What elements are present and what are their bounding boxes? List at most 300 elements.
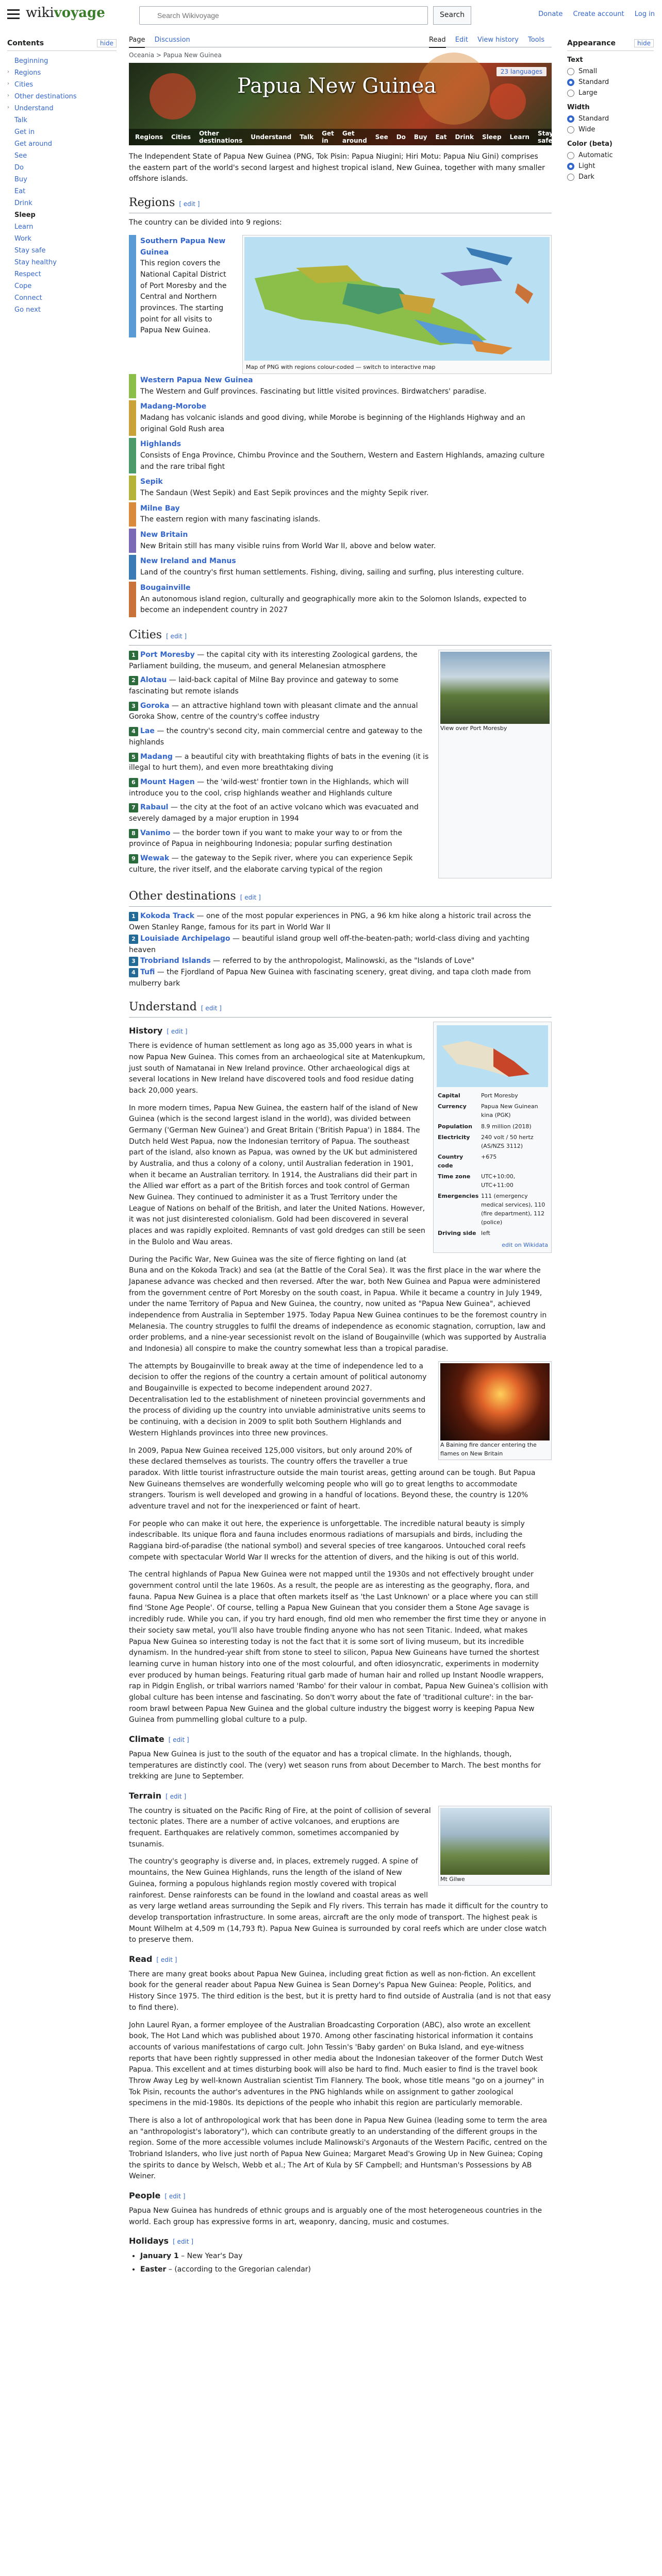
toc-item[interactable] — [7, 233, 117, 245]
destination-link[interactable]: Tufi — [140, 968, 155, 976]
user-links — [530, 10, 655, 18]
destination-description: — the border town if you want to make your way to or from the province of Papua in neighbouring Indonesia; popular surfing destination — [129, 828, 402, 849]
region-text — [136, 502, 324, 527]
toc-item[interactable] — [7, 221, 117, 233]
chevron-icon — [7, 211, 12, 219]
toc-item-label: Stay healthy — [14, 259, 57, 266]
color-radio[interactable] — [567, 150, 654, 161]
text-size-label: Large — [578, 89, 598, 97]
destination-link[interactable]: Alotau — [140, 676, 167, 685]
infobox-row — [437, 1132, 548, 1151]
cities-section — [129, 650, 552, 878]
climate-heading: Climate [ edit ] — [129, 1734, 189, 1744]
text-size-label: Text — [567, 56, 583, 64]
toc-item[interactable] — [7, 114, 117, 126]
infobox-key: Capital — [438, 1092, 460, 1099]
region-name-link[interactable]: Bougainville — [140, 583, 191, 592]
color-label: Light — [578, 162, 595, 170]
map-milne-bay — [471, 340, 512, 354]
region-name-link[interactable]: Sepik — [140, 478, 163, 486]
region-description: Madang has volcanic islands and good diving, while Morobe is beginning of the Highlands Highway and an original Gold Rush area — [140, 413, 525, 433]
destination-link[interactable]: Louisiade Archipelago — [140, 934, 230, 943]
holiday-date: Easter — [140, 2265, 167, 2274]
text-size-label: Standard — [578, 78, 609, 86]
radio-icon — [567, 174, 574, 181]
donate-link[interactable]: Donate — [538, 10, 563, 18]
toc-item[interactable] — [7, 174, 117, 185]
destination-link[interactable]: Goroka — [140, 701, 170, 710]
edit-link[interactable]: [ edit ] — [168, 1736, 189, 1744]
toc-item[interactable] — [7, 257, 117, 268]
destination-link[interactable]: Rabaul — [140, 803, 169, 812]
article-content — [129, 146, 552, 2277]
history-paragraph: For people who can make it out here, the experience is unforgettable. The incredible natural beauty is simply indescribable. Its unique flora and fauna includes enormous radiations of marsupials and birds, including the Raggiana bird-of-paradise (the national symbol) and several species of tree kangaroos. Untouched coral reefs compete with spectacular World War II wrecks for the attention of divers, and the hiking is out of this world. — [129, 1519, 526, 1562]
banner-menu-item[interactable]: Get around — [342, 130, 367, 144]
width-label: Standard — [578, 115, 609, 123]
history-paragraph: In 2009, Papua New Guinea received 125,000 visitors, but only around 20% of these declared themselves as tourists. The country offers the traveller a true paradox. With little tourist infrastructure outside the main tourist areas, getting around can be tough. But Papua New Guineans themselves are wonderfully welcoming people who will go to great lengths to accommodate strangers. Tourism is well developed and growing in a handful of locations. Beyond these, the country is 120% adventure travel and not for the inexperienced or faint of heart. — [129, 1446, 536, 1511]
edit-link[interactable]: [ edit ] — [156, 1956, 177, 1963]
infobox-row — [437, 1121, 548, 1132]
fire-dancer-photo[interactable] — [438, 1361, 552, 1460]
toc-item-label: Work — [14, 235, 31, 243]
toc-item[interactable] — [7, 103, 117, 114]
cities-list — [129, 650, 431, 878]
destination-description: — the Fjordland of Papua New Guinea with fascinating scenery, great diving, and tapa cloth made from mulberry bark — [129, 968, 531, 988]
infobox-value: 111 (emergency medical services), 110 (fire department), 112 (police) — [481, 1192, 545, 1226]
banner-menu-item[interactable]: Stay safe — [537, 130, 553, 144]
infobox-row — [437, 1191, 548, 1228]
destination-link[interactable]: Mount Hagen — [140, 777, 195, 786]
radio-icon — [567, 90, 574, 97]
destination-link[interactable]: Madang — [140, 752, 173, 761]
read-paragraph: There is also a lot of anthropological work that has been done in Papua New Guinea (leading some to term the area an "anthropologist's laboratory"), which can contribute greatly to an understanding of the different groups in the region. Some of the more accessible volumes include Malinowski's Argonauts of the Western Pacific, centred on the Trobriand Islanders, who live just north of Papua New Guinea; Margaret Mead's Growing Up in New Guinea; Coping the spirits to dance by Welsch, Webb et al.; The Art of Kula by SF Campbell; and Huntsman's Possessions by AB Weiner. — [129, 2116, 548, 2181]
region-description: The eastern region with many fascinating islands. — [140, 515, 321, 524]
destination-description: — beautiful island group well off-the-beaten-path; world-class diving and yachting heaven — [129, 934, 529, 954]
infobox-key: Driving side — [438, 1230, 476, 1237]
toc-item-label: Other destinations — [14, 93, 77, 100]
chevron-icon — [7, 57, 12, 65]
tab-discussion[interactable]: Discussion — [154, 36, 190, 44]
mt-gilwe-caption: Mt Gilwe — [440, 1875, 465, 1883]
marker-number: 3 — [129, 702, 138, 711]
port-moresby-photo — [440, 652, 550, 724]
map-new-britain — [440, 268, 502, 286]
width-options — [567, 113, 654, 135]
toc-item-label: Connect — [14, 294, 42, 302]
edit-link[interactable]: [ edit ] — [167, 1028, 188, 1036]
banner-menu-item[interactable]: Buy — [413, 133, 427, 141]
banner-menu-item[interactable]: Do — [396, 133, 406, 141]
chevron-icon — [7, 235, 12, 243]
radio-icon — [567, 79, 574, 86]
region-description: The Western and Gulf provinces. Fascinating but little visited provinces. Birdwatchers' paradise. — [140, 387, 487, 396]
banner-menu-item[interactable]: Sleep — [482, 133, 502, 141]
marker-number: 2 — [129, 676, 138, 685]
map-sea — [244, 237, 550, 361]
toc-item-label: Get around — [14, 140, 53, 148]
edit-link[interactable]: [ edit ] — [164, 2193, 186, 2200]
infobox-row — [437, 1090, 548, 1101]
toc-item[interactable] — [7, 304, 117, 316]
region-name-link[interactable]: Madang-Morobe — [140, 402, 207, 411]
banner-menu-item[interactable]: Understand — [251, 133, 292, 141]
color-label: Color (beta) — [567, 140, 613, 148]
region-item — [129, 582, 552, 617]
toc-item[interactable] — [7, 268, 117, 280]
regions-heading: Regions [ edit ] — [129, 194, 552, 213]
terrain-paragraph: The country's geography is diverse and, in places, extremely rugged. A spine of mountains, the New Guinea Highlands, runs the length of the island of New Guinea, forming a populous highlands region mostly covered with tropical rainforest. Dense rainforests can be found in the lowland and coastal areas as well as very large wetland areas surrounding the Sepik and Fly rivers. This terrain has made it difficult for the country to develop transportation infrastructure. In some areas, aircraft are the only mode of transport. The highest peak is Mount Wilhelm at 4,509 m (14,793 ft). Papua New Guinea is surrounded by coral reefs which are under close watch to preserve them. — [129, 1857, 548, 1944]
color-label: Dark — [578, 173, 594, 181]
region-first — [129, 235, 237, 374]
edit-link[interactable]: [ edit ] — [173, 2238, 194, 2246]
edit-link[interactable]: [ edit ] — [201, 1005, 222, 1012]
banner-menu-item[interactable]: Regions — [135, 133, 163, 141]
toc-item[interactable] — [7, 91, 117, 103]
infobox-key: Electricity — [438, 1133, 470, 1141]
read-heading: Read [ edit ] — [129, 1954, 177, 1964]
toc-item-label: Eat — [14, 188, 26, 195]
toc-item[interactable] — [7, 55, 117, 67]
list-item — [129, 911, 552, 933]
holiday-separator: – — [166, 2265, 175, 2274]
infobox-table — [437, 1090, 548, 1239]
infobox-value: Port Moresby — [481, 1092, 518, 1099]
marker-number: 4 — [129, 968, 138, 977]
region-item — [129, 400, 552, 436]
infobox-row — [437, 1171, 548, 1191]
region-description: The Sandaun (West Sepik) and East Sepik provinces and the mighty Sepik river. — [140, 489, 429, 498]
tab-read[interactable]: Read — [429, 36, 446, 48]
list-item — [129, 675, 431, 697]
banner-flower — [490, 83, 526, 120]
regions-list — [129, 374, 552, 617]
region-description: New Britain still has many visible ruins from World War II, above and below water. — [140, 541, 436, 550]
cities-heading: Cities [ edit ] — [129, 626, 552, 646]
infobox-value: UTC+10:00, UTC+11:00 — [481, 1173, 516, 1189]
banner-menu-item[interactable]: Drink — [455, 133, 474, 141]
mt-gilwe-photo[interactable] — [438, 1806, 552, 1886]
understand-heading: Understand [ edit ] — [129, 998, 552, 1018]
chevron-icon: › — [7, 81, 9, 87]
destination-link[interactable]: Lae — [140, 727, 155, 736]
destination-description: — an attractive highland town with pleasant climate and the annual Goroka Show, centre of the country's coffee industry — [129, 701, 418, 721]
region-text — [136, 235, 237, 337]
banner-menu-item[interactable]: Learn — [509, 133, 529, 141]
list-item — [129, 726, 431, 748]
infobox-edit-link[interactable]: edit on Wikidata — [502, 1242, 548, 1249]
list-item — [129, 777, 431, 799]
toc-item[interactable] — [7, 292, 117, 304]
edit-link[interactable]: [ edit ] — [166, 632, 187, 640]
region-name-link[interactable]: Milne Bay — [140, 504, 180, 513]
region-name-link[interactable]: New Britain — [140, 531, 188, 539]
banner-menu-item[interactable]: Connect — [561, 133, 590, 141]
climate-paragraph: Papua New Guinea is just to the south of the equator and has a tropical climate. In the highlands, though, temperatures are distinctly cool. The (very) wet season runs from about December to March. The best months for trekking are June to September. — [129, 1750, 541, 1781]
other-destinations-list — [129, 911, 552, 989]
appearance-title: Appearance — [567, 39, 616, 47]
toc-item-label: Beginning — [14, 57, 48, 65]
marker-number: 5 — [129, 753, 138, 762]
chevron-icon — [7, 259, 12, 266]
destination-link[interactable]: Kokoda Track — [140, 912, 195, 921]
width-label: Width — [567, 104, 590, 111]
regions-lead: The country can be divided into 9 regions: — [129, 218, 282, 227]
list-item — [129, 853, 431, 875]
infobox-value: +675 — [481, 1153, 497, 1160]
toc-item-label: Stay safe — [14, 247, 46, 255]
region-color-swatch — [129, 529, 136, 553]
toc-item[interactable] — [7, 280, 117, 292]
toc-item[interactable] — [7, 138, 117, 150]
destination-link[interactable]: Vanimo — [140, 828, 171, 837]
breadcrumb[interactable]: Oceania > Papua New Guinea — [129, 52, 222, 59]
chevron-icon — [7, 164, 12, 172]
destination-link[interactable]: Trobriand Islands — [140, 957, 211, 965]
holiday-item — [140, 2251, 552, 2262]
color-radio[interactable] — [567, 161, 654, 172]
region-item — [129, 235, 237, 337]
infobox-key: Emergencies — [438, 1192, 479, 1199]
region-item — [129, 502, 552, 527]
chevron-icon — [7, 140, 12, 148]
toc-item[interactable] — [7, 209, 117, 221]
history-paragraph: The attempts by Bougainville to break away at the time of independence led to a decision to offer the regions of the country a certain amount of political autonomy and Bougainville is expected to become independent around 2027. Decentralisation led to the establishment of nineteen provincial governments and the process of dividing up the country into unviable administrative units seems to be continuing, with a decision in 2009 to split both Southern Highlands and Western Highlands provinces into three new provinces. — [129, 1362, 427, 1437]
chevron-icon — [7, 188, 12, 195]
color-radio[interactable] — [567, 172, 654, 182]
toc-hide-button[interactable]: hide — [97, 39, 117, 47]
page-title: Papua New Guinea — [237, 74, 437, 98]
toc-item-label: Get in — [14, 128, 35, 136]
intro-paragraph: The Independent State of Papua New Guinea (PNG, Tok Pisin: Papua Niugini; Hiri Motu: Papua Niu Gini) comprises the eastern part of the world's second largest and highest tropical island, New Guinea, together with many smaller offshore islands. — [129, 152, 545, 183]
languages-button[interactable]: 23 languages — [496, 67, 547, 76]
terrain-heading: Terrain [ edit ] — [129, 1790, 187, 1801]
region-text — [136, 476, 433, 500]
region-color-swatch — [129, 555, 136, 579]
infobox-key: Currency — [438, 1103, 467, 1110]
banner-section-menu — [129, 129, 590, 145]
holiday-separator: – — [178, 2252, 187, 2261]
infobox-key: Time zone — [438, 1173, 471, 1180]
chevron-icon — [7, 176, 12, 183]
toc-item-label: Do — [14, 164, 24, 172]
toc-item-label: Cities — [14, 81, 34, 89]
toc-item-label: Buy — [14, 176, 27, 183]
banner-menu-item[interactable]: Get in — [322, 130, 334, 144]
table-of-contents — [0, 32, 124, 423]
region-name-link[interactable]: Highlands — [140, 440, 181, 449]
tab-view-history[interactable]: View history — [477, 36, 519, 44]
login-link[interactable]: Log in — [634, 10, 655, 18]
radio-icon — [567, 68, 574, 75]
destination-description: — the country's second city, main commercial centre and gateway to the highlands — [129, 727, 423, 747]
search-button[interactable]: Search — [433, 6, 471, 25]
banner-menu-item[interactable]: See — [375, 133, 388, 141]
chevron-icon — [7, 270, 12, 278]
marker-number: 7 — [129, 803, 138, 812]
chevron-icon: › — [7, 93, 9, 98]
region-text — [136, 582, 552, 617]
region-description: An autonomous island region, culturally and geographically more akin to the Solomon Islands, expected to become an independent country in 2027 — [140, 595, 527, 615]
tab-tools[interactable]: Tools — [527, 36, 544, 44]
toc-item[interactable] — [7, 126, 117, 138]
marker-number: 9 — [129, 854, 138, 863]
people-paragraph: Papua New Guinea has hundreds of ethnic groups and is arguably one of the most heterogeneous countries in the world. Each group has expressive forms in art, weaponry, dancing, music and costumes. — [129, 2206, 542, 2226]
region-name-link[interactable]: Southern Papua New Guinea — [140, 236, 226, 257]
main-menu-icon[interactable] — [7, 9, 20, 20]
destination-description: — referred to by the anthropologist, Malinowski, as the "Islands of Love" — [210, 957, 475, 965]
region-color-swatch — [129, 235, 136, 337]
region-color-swatch — [129, 374, 136, 398]
region-item — [129, 555, 552, 579]
tab-edit[interactable]: Edit — [455, 36, 468, 44]
toc-item-label: See — [14, 152, 27, 160]
site-logo[interactable]: wikivoyage — [26, 5, 105, 21]
region-item — [129, 438, 552, 473]
terrain-paragraph: The country is situated on the Pacific Ring of Fire, at the point of collision of several tectonic plates. There are a number of active volcanoes, and eruptions are frequent. Earthquakes are relatively common, sometimes accompanied by tsunamis. — [129, 1806, 431, 1849]
banner-menu-item[interactable]: Cities — [171, 133, 191, 141]
banner-flower — [150, 73, 196, 120]
marker-number: 1 — [129, 651, 138, 660]
edit-link[interactable]: [ edit ] — [166, 1792, 187, 1800]
destination-description: — the city at the foot of an active volcano which was evacuated and severely damaged by a major eruption in 1994 — [129, 803, 419, 823]
city-photo[interactable] — [438, 650, 552, 878]
toc-item[interactable] — [7, 185, 117, 197]
region-description: Consists of Enga Province, Chimbu Province and the Southern, Western and Eastern Highlands, amazing culture and the rare tribal fight — [140, 451, 545, 471]
infobox-value: left — [481, 1230, 490, 1237]
edit-link[interactable]: [ edit ] — [179, 200, 200, 208]
region-name-link[interactable]: Western Papua New Guinea — [140, 376, 253, 384]
toc-item[interactable] — [7, 150, 117, 162]
region-description: This region covers the National Capital District of Port Moresby and the Central and Northern provinces. The starting point for all visits to Papua New Guinea. — [140, 259, 227, 335]
other-destinations-heading: Other destinations [ edit ] — [129, 888, 552, 907]
search-input[interactable] — [139, 6, 428, 25]
width-radio[interactable] — [567, 113, 654, 124]
map-bougainville — [515, 283, 533, 304]
toc-item[interactable] — [7, 162, 117, 174]
list-item — [129, 701, 431, 723]
banner-menu-item[interactable]: Talk — [300, 133, 314, 141]
history-paragraph: During the Pacific War, New Guinea was the site of fierce fighting on land (at Buna and on the Kokoda Track) and sea (at the Battle of the Coral Sea). It was the first place in the war where the Japanese advance was checked and then reversed. After the war, both New Guinea and Papua were administered from the government centre of Port Moresby on the south coast, in Papua. While it became a country in July 1949, under the name Territory of Papua and New Guinea, the country, now united as "Papua New Guinea", achieved independence from Australia in September 1975. Today Papua New Guinea continues to be the foremost country in Melanesia. The country struggles to fulfil the dreams of independence as economic stagnation, corruption, law and order problems, and a nine-year secessionist revolt on the island of Bougainville (which was supported by Australia and Indonesia) all conspire to make the country somewhat less than a tropical paradise. — [129, 1255, 547, 1353]
list-item — [129, 802, 431, 824]
destination-description: — laid-back capital of Milne Bay province and gateway to some fascinating but remote islands — [129, 676, 399, 696]
infobox-row — [437, 1151, 548, 1171]
chevron-icon — [7, 282, 12, 290]
text-size-radio[interactable] — [567, 66, 654, 77]
infobox-map-svg — [437, 1025, 548, 1087]
text-size-radio[interactable] — [567, 77, 654, 88]
map-new-ireland — [466, 247, 512, 265]
region-name-link[interactable]: New Ireland and Manus — [140, 557, 236, 566]
marker-number: 2 — [129, 935, 138, 944]
list-item — [129, 752, 431, 774]
appearance-header — [567, 39, 654, 51]
banner-menu-item[interactable]: Eat — [435, 133, 447, 141]
fire-dancer-caption: A Baining fire dancer entering the flames on New Britain — [440, 1441, 537, 1457]
radio-icon — [567, 115, 574, 123]
holidays-list — [129, 2251, 552, 2275]
marker-number: 3 — [129, 957, 138, 966]
mt-gilwe-image — [440, 1808, 550, 1875]
destination-description: — the capital city with its interesting Zoological gardens, the Parliament building, the museum, and general Melanesian atmosphere — [129, 651, 418, 670]
infobox-map[interactable] — [437, 1025, 548, 1087]
radio-icon — [567, 163, 574, 170]
holidays-heading: Holidays [ edit ] — [129, 2236, 194, 2246]
region-color-swatch — [129, 400, 136, 436]
toc-item-label: Cope — [14, 282, 32, 290]
regions-map[interactable] — [242, 235, 552, 374]
toc-item[interactable] — [7, 67, 117, 79]
region-text — [136, 529, 440, 553]
country-infobox — [433, 1022, 552, 1253]
history-paragraph: In more modern times, Papua New Guinea, the eastern half of the island of New Guinea (which is the second largest island in the world), was divided between Germany ('German New Guinea') and Great Britain ('British Papua') in 1884. The Dutch held West Papua, now the Indonesian territory of Papua. The southeast part of the island, also known as Papua, was owned by the UK but administered by Australia, and thus a colony of a colony, until Australian federation in 1901, when it became an Australian territory. In 1914, the Australians did their part in the Allied war effort as a part of the British forces and took control of German New Guinea. They continued to administer it as a Trust Territory under the League of Nations on behalf of the British, and later the United Nations. However, it was not just disinterested colonialism. Gold had been discovered in several places and was rapidly exploited. Remnants of vast gold dredges can still be seen in the Bulolo and Wau areas. — [129, 1104, 425, 1246]
holiday-name: (according to the Gregorian calendar) — [174, 2265, 311, 2274]
toc-item-label: Respect — [14, 270, 41, 278]
toc-item[interactable] — [7, 197, 117, 209]
chevron-icon — [7, 247, 12, 255]
destination-link[interactable]: Port Moresby — [140, 651, 195, 659]
chevron-icon — [7, 306, 12, 314]
marker-number: 1 — [129, 912, 138, 921]
tab-page[interactable]: Page — [129, 36, 145, 48]
chevron-icon — [7, 116, 12, 124]
read-paragraph: John Laurel Ryan, a former employee of the Australian Broadcasting Corporation (ABC), also wrote an excellent book, The Hot Land which was published about 1970. Among other fascinating historical information it contains accounts of various manifestations of cargo cult. John Tessin's 'Baby garden' on Buka Island, and eye-witness reports that have been rightly suppressed in other media about the Indonesian takeover of the former Dutch West Papua. This excellent and at times disturbing book will also be hard to find. Much easier to find is the travel book Throw Away Leg by well-known Australian scientist Tim Flannery. The book, whose title means "go on a journey" in Tok Pisin, recounts the author's adventures in the PNG highlands while on assignment to gather zoological specimens in the mid-1980s. Its depictions of the people who inhabit this region are particularly memorable. — [129, 2021, 544, 2108]
radio-icon — [567, 126, 574, 133]
city-photo-caption: View over Port Moresby — [440, 725, 507, 732]
map-svg — [244, 237, 550, 361]
region-item — [129, 374, 552, 398]
edit-link[interactable]: [ edit ] — [240, 894, 261, 902]
destination-description: — one of the most popular experiences in PNG, a 96 km hike along a historic trail across the Owen Stanley Range, famous for its part in World War II — [129, 912, 531, 932]
region-text — [136, 400, 552, 436]
region-text — [136, 374, 490, 398]
chevron-icon — [7, 128, 12, 136]
chevron-icon — [7, 152, 12, 160]
chevron-icon — [7, 294, 12, 302]
region-color-swatch — [129, 582, 136, 617]
toc-item-label: Regions — [14, 69, 41, 77]
toc-item-label: Drink — [14, 199, 32, 207]
banner-menu-item[interactable]: Other destinations — [199, 130, 243, 144]
toc-item[interactable] — [7, 79, 117, 91]
text-size-radio[interactable] — [567, 88, 654, 98]
holiday-item — [140, 2264, 552, 2276]
appearance-hide-button[interactable]: hide — [634, 39, 654, 47]
destination-link[interactable]: Wewak — [140, 854, 170, 862]
toc-list — [7, 55, 117, 316]
toc-item-label: Understand — [14, 105, 54, 112]
holiday-date: January 1 — [140, 2252, 179, 2261]
list-item — [129, 650, 431, 672]
infobox-key: Country code — [438, 1153, 464, 1169]
chevron-icon — [7, 199, 12, 207]
region-text — [136, 555, 528, 579]
color-options — [567, 150, 654, 182]
toc-item-label: Sleep — [14, 211, 36, 219]
create-account-link[interactable]: Create account — [573, 10, 624, 18]
radio-icon — [567, 152, 574, 159]
region-color-swatch — [129, 502, 136, 527]
page-tabs — [129, 32, 552, 47]
width-label: Wide — [578, 126, 595, 133]
destination-description: — the 'wild-west' frontier town in the Highlands, which will introduce you to the cool, crisp highlands weather and Highlands culture — [129, 777, 409, 798]
infobox-value: Papua New Guinean kina (PGK) — [481, 1103, 538, 1119]
map-caption: Map of PNG with regions colour-coded — switch to interactive map — [246, 363, 436, 370]
text-size-label: Small — [578, 67, 598, 75]
region-description: Land of the country's first human settlements. Fishing, diving, sailing and surfing, plus interesting culture. — [140, 568, 524, 577]
toc-item-label: Go next — [14, 306, 41, 314]
toc-item[interactable] — [7, 245, 117, 257]
destination-description: — a beautiful city with breathtaking flights of bats in the evening (it is illegal to hurt them), and even more breathtaking diving — [129, 752, 429, 772]
